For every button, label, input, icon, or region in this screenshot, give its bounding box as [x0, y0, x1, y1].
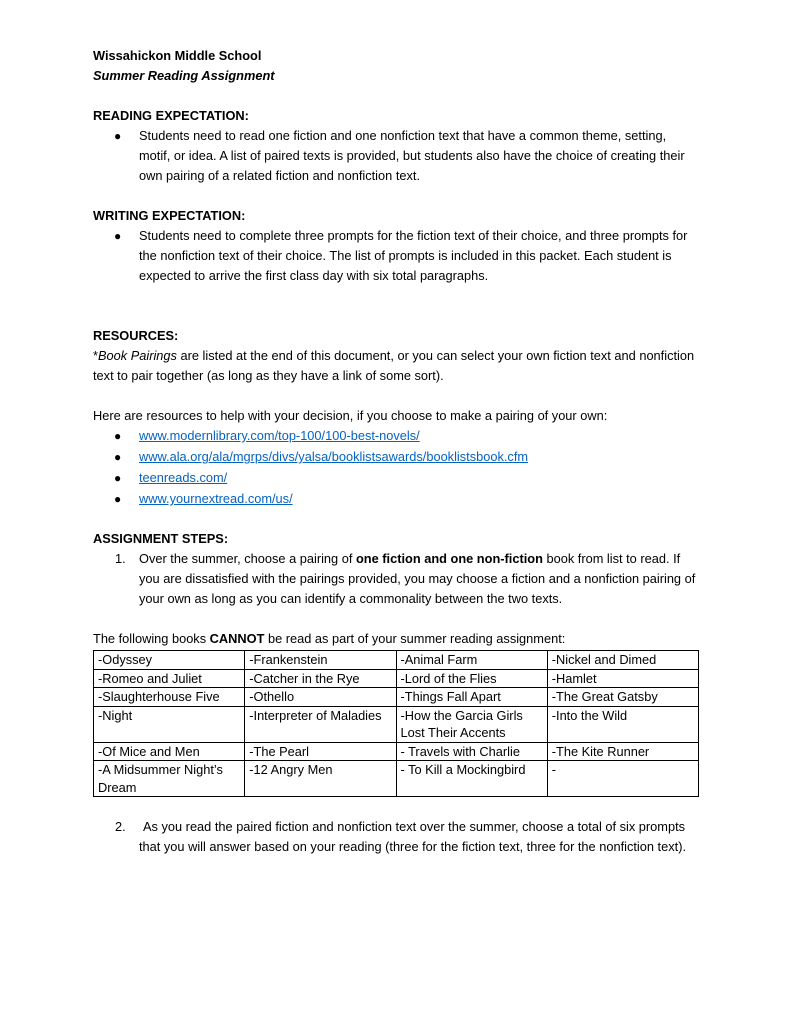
link-ala[interactable]: www.ala.org/ala/mgrps/divs/yalsa/booklistsawards/booklistsbook.cfm [139, 449, 529, 464]
table-cell: -Catcher in the Rye [245, 669, 396, 688]
link-item [93, 447, 699, 467]
bullet-icon: ● [114, 229, 122, 243]
table-row [94, 706, 699, 742]
banned-books-table [93, 650, 699, 797]
table-cell: -Animal Farm [396, 651, 547, 670]
table-cell: -The Great Gatsby [547, 688, 698, 707]
writing-bullet-text: Students need to complete three prompts for the fiction text of their choice, and three prompts for the nonfiction text of their choice. The list of prompts is included in this packet. Each student is expected to arrive the first class day with six total paragraphs. [139, 228, 688, 283]
table-cell: -Of Mice and Men [94, 742, 245, 761]
document-title: Summer Reading Assignment [93, 68, 275, 83]
table-cell: -Romeo and Juliet [94, 669, 245, 688]
table-cell: -Hamlet [547, 669, 698, 688]
table-cell: -Into the Wild [547, 706, 698, 742]
link-item [93, 426, 699, 446]
reading-bullet-text: Students need to read one fiction and one nonfiction text that have a common theme, setting, motif, or idea. A list of paired texts is provided, but students also have the choice of creating their own pairing of a related fiction and nonfiction text. [139, 128, 685, 183]
table-cell: -A Midsummer Night’s Dream [94, 761, 245, 797]
table-row [94, 669, 699, 688]
reading-heading: READING EXPECTATION: [93, 108, 249, 123]
table-cell: -The Pearl [245, 742, 396, 761]
book-pairings-label: Book Pairings [97, 348, 177, 363]
link-teenreads[interactable]: teenreads.com/ [139, 470, 228, 485]
school-name: Wissahickon Middle School [93, 48, 262, 63]
table-cell: -How the Garcia Girls Lost Their Accents [396, 706, 547, 742]
table-cell: - Travels with Charlie [396, 742, 547, 761]
table-cell: -Odyssey [94, 651, 245, 670]
table-cell: -Slaughterhouse Five [94, 688, 245, 707]
table-cell: -Night [94, 706, 245, 742]
document-page [93, 46, 699, 857]
table-cell: -Interpreter of Maladies [245, 706, 396, 742]
writing-bullet [93, 226, 699, 286]
table-row [94, 651, 699, 670]
table-cell: -12 Angry Men [245, 761, 396, 797]
step-2: 2. As you read the paired fiction and nonfiction text over the summer, choose a total of six prompts that you will answer based on your reading (three for the fiction text, three for the nonfiction text). [115, 819, 687, 854]
bullet-icon: ● [114, 471, 122, 485]
table-cell: -Frankenstein [245, 651, 396, 670]
table-cell: -Nickel and Dimed [547, 651, 698, 670]
link-yournextread[interactable]: www.yournextread.com/us/ [139, 491, 293, 506]
bullet-icon: ● [114, 492, 122, 506]
table-row [94, 742, 699, 761]
bullet-icon: ● [114, 450, 122, 464]
link-modernlibrary[interactable]: www.modernlibrary.com/top-100/100-best-novels/ [139, 428, 420, 443]
link-item [93, 468, 699, 488]
resources-pairings: *Book Pairings are listed at the end of this document, or you can select your own fiction text and nonfiction text to pair together (as long as they have a link of some sort). [93, 348, 695, 383]
step-number: 1. [115, 551, 126, 566]
resources-heading: RESOURCES: [93, 328, 179, 343]
table-cell: - [547, 761, 698, 797]
resources-intro: Here are resources to help with your decision, if you choose to make a pairing of your own: [93, 408, 608, 423]
cannot-intro: The following books CANNOT be read as part of your summer reading assignment: [93, 631, 566, 646]
table-cell: -Things Fall Apart [396, 688, 547, 707]
step-number: 2. [115, 819, 126, 834]
table-cell: -Lord of the Flies [396, 669, 547, 688]
table-row [94, 761, 699, 797]
bullet-icon: ● [114, 129, 122, 143]
steps-heading: ASSIGNMENT STEPS: [93, 531, 229, 546]
link-item [93, 489, 699, 509]
step-1: 1. Over the summer, choose a pairing of one fiction and one non-fiction book from list to read. If you are dissatisfied with the pairings provided, you may choose a fiction and a nonfiction pairing of your own as long as you can identify a commonality between the two texts. [115, 551, 696, 606]
bullet-icon: ● [114, 429, 122, 443]
reading-bullet [93, 126, 699, 186]
table-cell: - To Kill a Mockingbird [396, 761, 547, 797]
writing-heading: WRITING EXPECTATION: [93, 208, 246, 223]
table-row [94, 688, 699, 707]
table-cell: -The Kite Runner [547, 742, 698, 761]
table-cell: -Othello [245, 688, 396, 707]
